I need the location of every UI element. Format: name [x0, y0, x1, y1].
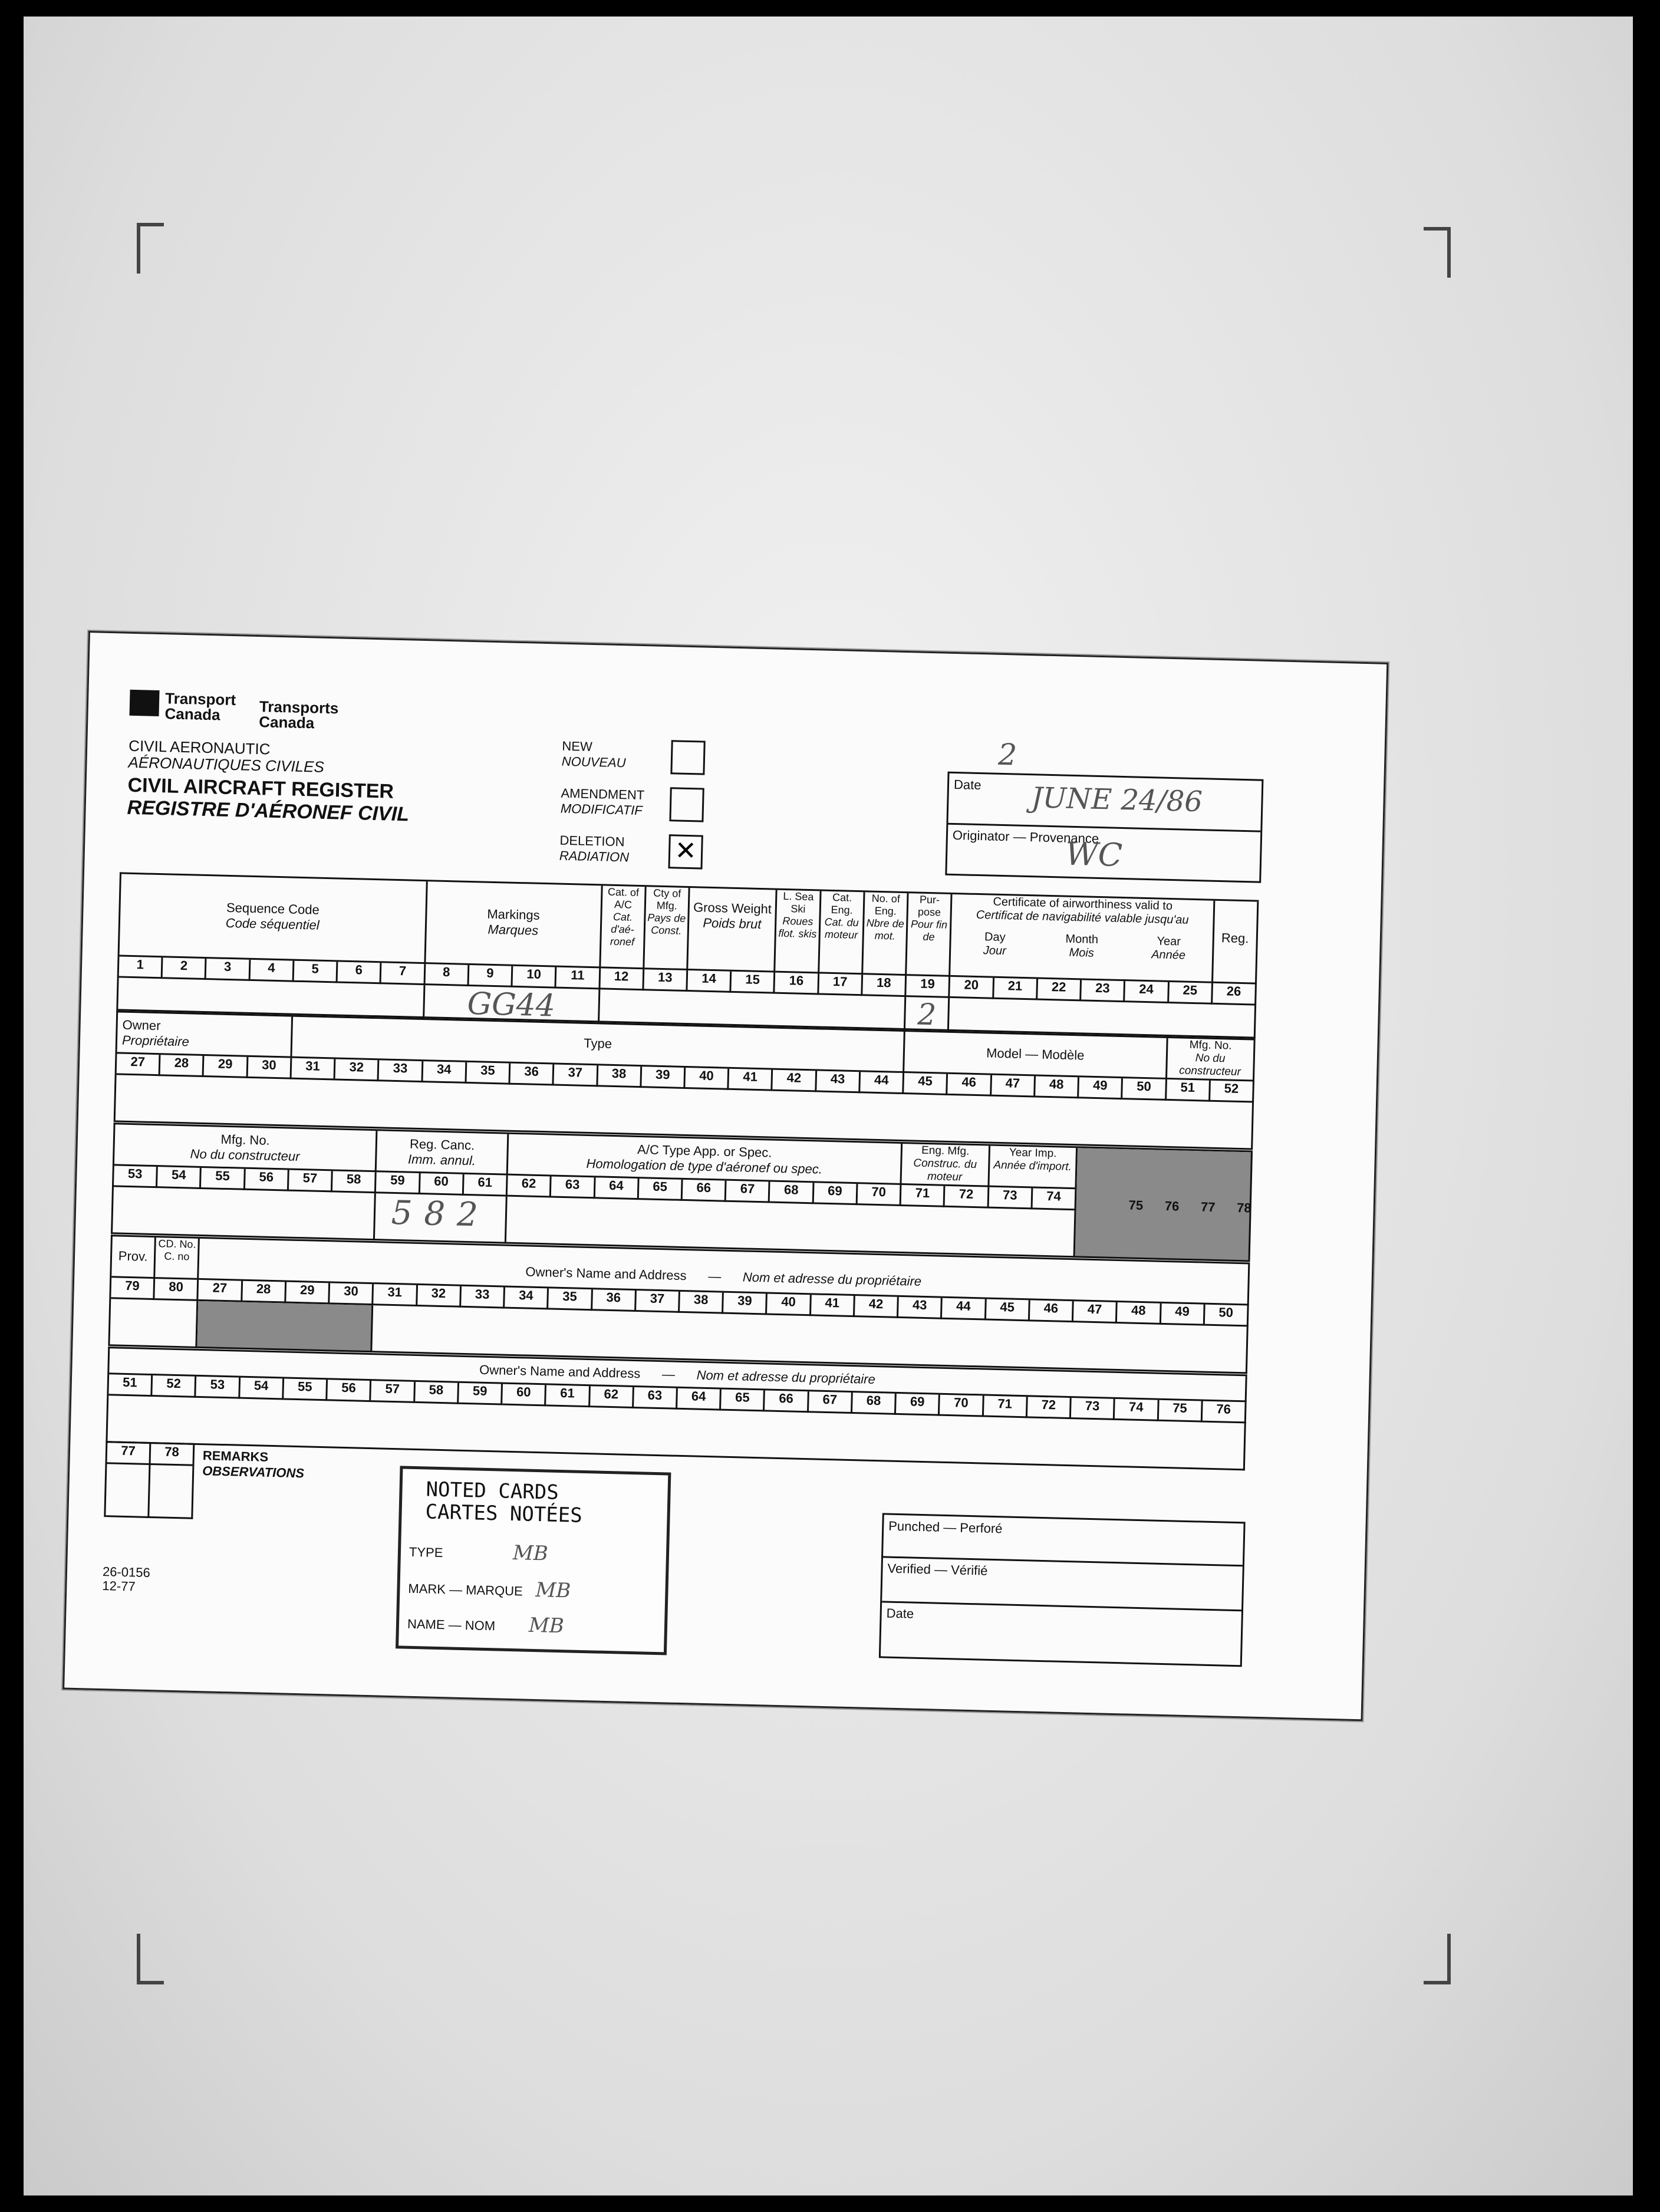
marking-value: GG44 [466, 986, 556, 1024]
noted-cards-stamp [396, 1466, 671, 1655]
crop-mark [137, 1934, 164, 1984]
film-border-top [0, 0, 1660, 17]
model-header: Model — Modèle [904, 1032, 1168, 1079]
form-title-fr: REGISTRE D'AÉRONEF CIVIL [127, 796, 410, 826]
remarks-label: REMARKS OBSERVATIONS [202, 1448, 305, 1481]
markings-header: Markings Marques [426, 881, 602, 968]
year-imp-header: Year Imp. Année d'import. [989, 1146, 1078, 1190]
film-border-bottom [0, 2195, 1660, 2212]
row5-grid: Owner's Name and Address — Nom et adresse du propriétaire 51 52 53 54 55 56 57 58 59 60 61 62 63 64 65 66 67 68 69 70 71 72 73 74 75 76 [106, 1347, 1247, 1470]
mfg-no-header-2: Mfg. No. No du constructeur [114, 1124, 378, 1172]
remarks-entry-78[interactable] [149, 1465, 194, 1519]
status-deletion: DELETION RADIATION [559, 832, 630, 865]
cty-mfg-header: Cty of Mfg. Pays de Const. [644, 887, 690, 970]
date-label: Date [953, 776, 981, 793]
no-eng-header: No. of Eng. Nbre de mot. [863, 892, 909, 976]
stamp-initials: MB [512, 1541, 549, 1566]
type-app-header: A/C Type App. or Spec. Homologation de type d'aéronef ou spec. [508, 1134, 903, 1185]
date-value: JUNE 24/86 [1030, 781, 1203, 819]
type-header: Type [292, 1017, 905, 1073]
stamp-title-fr: CARTES NOTÉES [425, 1500, 583, 1528]
verified-label: Verified — Vérifié [887, 1561, 988, 1578]
form-title: CIVIL AIRCRAFT REGISTER [127, 773, 394, 803]
marking-entry[interactable] [424, 985, 600, 1022]
remarks-grid: 77 78 [104, 1441, 195, 1519]
form-number: 26-0156 12-77 [102, 1564, 151, 1594]
mfg-no-header: Mfg. No. No du constructeur [1167, 1038, 1255, 1082]
punched-label: Punched — Perforé [888, 1518, 1003, 1536]
stamp-title-en: NOTED CARDS [426, 1477, 559, 1505]
film-border-right [1633, 0, 1660, 2212]
gross-weight-header: Gross Weight Poids brut [688, 888, 778, 973]
cat-ac-header: Cat. of A/C Cat. d'aé-ronef [601, 886, 647, 969]
reg-canc-header: Reg. Canc. Imm. annul. [377, 1131, 509, 1175]
sequence-header: Sequence Code Code séquentiel [120, 874, 428, 964]
processing-date-label: Date [886, 1605, 914, 1621]
lsea-header: L. Sea Ski Roues flot. skis [776, 890, 822, 974]
prov-header: Prov. [111, 1236, 156, 1279]
purpose-header: Pur-pose Pour fin de [907, 893, 953, 977]
maple-leaf-icon [130, 690, 160, 716]
reg-header: Reg. [1213, 901, 1259, 985]
shaded-numbers: 75 76 77 78 [1128, 1197, 1251, 1216]
date-note: 2 [997, 737, 1017, 772]
row4-grid: Prov. CD. No. C. no Owner's Name and Address — Nom et adresse du propriétaire 79 80 27 28 29 30 31 32 33 34 35 36 37 38 39 40 41 42 43 44 45 46 47 48 49 50 [108, 1235, 1250, 1374]
cat-eng-header: Cat. Eng. Cat. du moteur [819, 891, 865, 975]
processing-box [879, 1513, 1246, 1667]
originator-label: Originator — Provenance [952, 827, 1099, 846]
film-border-left [0, 0, 24, 2212]
row1-grid: Sequence Code Code séquentiel Markings Marques Cat. of A/C Cat. d'aé-ronef Cty of Mfg. Pays de Const. Gross Weight Poids brut L. Sea Ski Roues flot. skis Cat. Eng. Cat. du moteur No. of Eng. Nbre de mot. Pur-pose Pour fin de Certificate of airworthiness valid to Certificat de navigabilité valable jusqu'au Day Jour Month Mois Year Année Reg. 1 2 3 4 5 6 7 8 9 10 11 12 13 14 15 16 17 18 19 20 21 22 23 24 25 26 GG44 2 [116, 872, 1259, 1038]
owner-name-header: Owner's Name and Address — Nom et adresse du propriétaire [199, 1239, 1250, 1306]
reg-canc-value: 582 [391, 1193, 490, 1235]
remarks-entry-77[interactable] [106, 1464, 150, 1518]
owner-header: Owner Propriétaire [117, 1012, 293, 1058]
eng-mfg-header: Eng. Mfg. Construc. du moteur [902, 1144, 990, 1187]
dept-en: Transport Canada [164, 689, 236, 724]
dept-fr: Transports Canada [258, 697, 339, 732]
stamp-mark: MARK — MARQUE [408, 1581, 523, 1599]
row2-grid: Owner Propriétaire Type Model — Modèle Mfg. No. No du constructeur 27 28 29 30 31 32 33 34 35 36 37 38 39 40 41 42 43 44 45 46 47 48 49 50 51 52 [114, 1010, 1256, 1150]
shaded-owner-cells [197, 1301, 374, 1352]
row3-grid: Mfg. No. No du constructeur Reg. Canc. Imm. annul. A/C Type App. or Spec. Homologation de type d'aéronef ou spec. Eng. Mfg. Construc. du moteur Year Imp. Année d'import. 53 54 55 56 57 58 59 60 61 62 63 64 65 66 67 68 69 70 71 72 73 74 582 [111, 1123, 1253, 1262]
deletion-checkbox-checked[interactable]: ✕ [668, 834, 703, 869]
crop-mark [1424, 227, 1451, 278]
crop-mark [137, 223, 164, 274]
originator-value: WC [1065, 835, 1123, 874]
purpose-value: 2 [917, 997, 937, 1032]
civil-aero-fr: AÉRONAUTIQUES CIVILES [128, 753, 325, 776]
new-checkbox[interactable] [670, 740, 705, 775]
amendment-checkbox[interactable] [669, 787, 704, 822]
register-card [62, 631, 1388, 1721]
owner-name-header-2: Owner's Name and Address — Nom et adresse du propriétaire [109, 1348, 1247, 1402]
status-new: NEW NOUVEAU [561, 738, 626, 771]
reg-canc-entry[interactable] [375, 1193, 508, 1243]
stamp-initials: MB [528, 1613, 565, 1638]
civil-aero: CIVIL AERONAUTIC [128, 736, 271, 758]
stamp-name: NAME — NOM [407, 1616, 496, 1634]
date-box [945, 772, 1263, 883]
stamp-type: TYPE [409, 1544, 443, 1561]
status-amendment: AMENDMENT MODIFICATIF [560, 785, 645, 818]
cert-header: Certificate of airworthiness valid to Certificat de navigabilité valable jusqu'au Day Jour Month Mois Year Année [950, 894, 1215, 983]
purpose-entry[interactable] [905, 997, 950, 1031]
stamp-initials: MB [535, 1578, 571, 1603]
cd-no-header: CD. No. C. no [155, 1237, 200, 1280]
crop-mark [1424, 1934, 1451, 1984]
